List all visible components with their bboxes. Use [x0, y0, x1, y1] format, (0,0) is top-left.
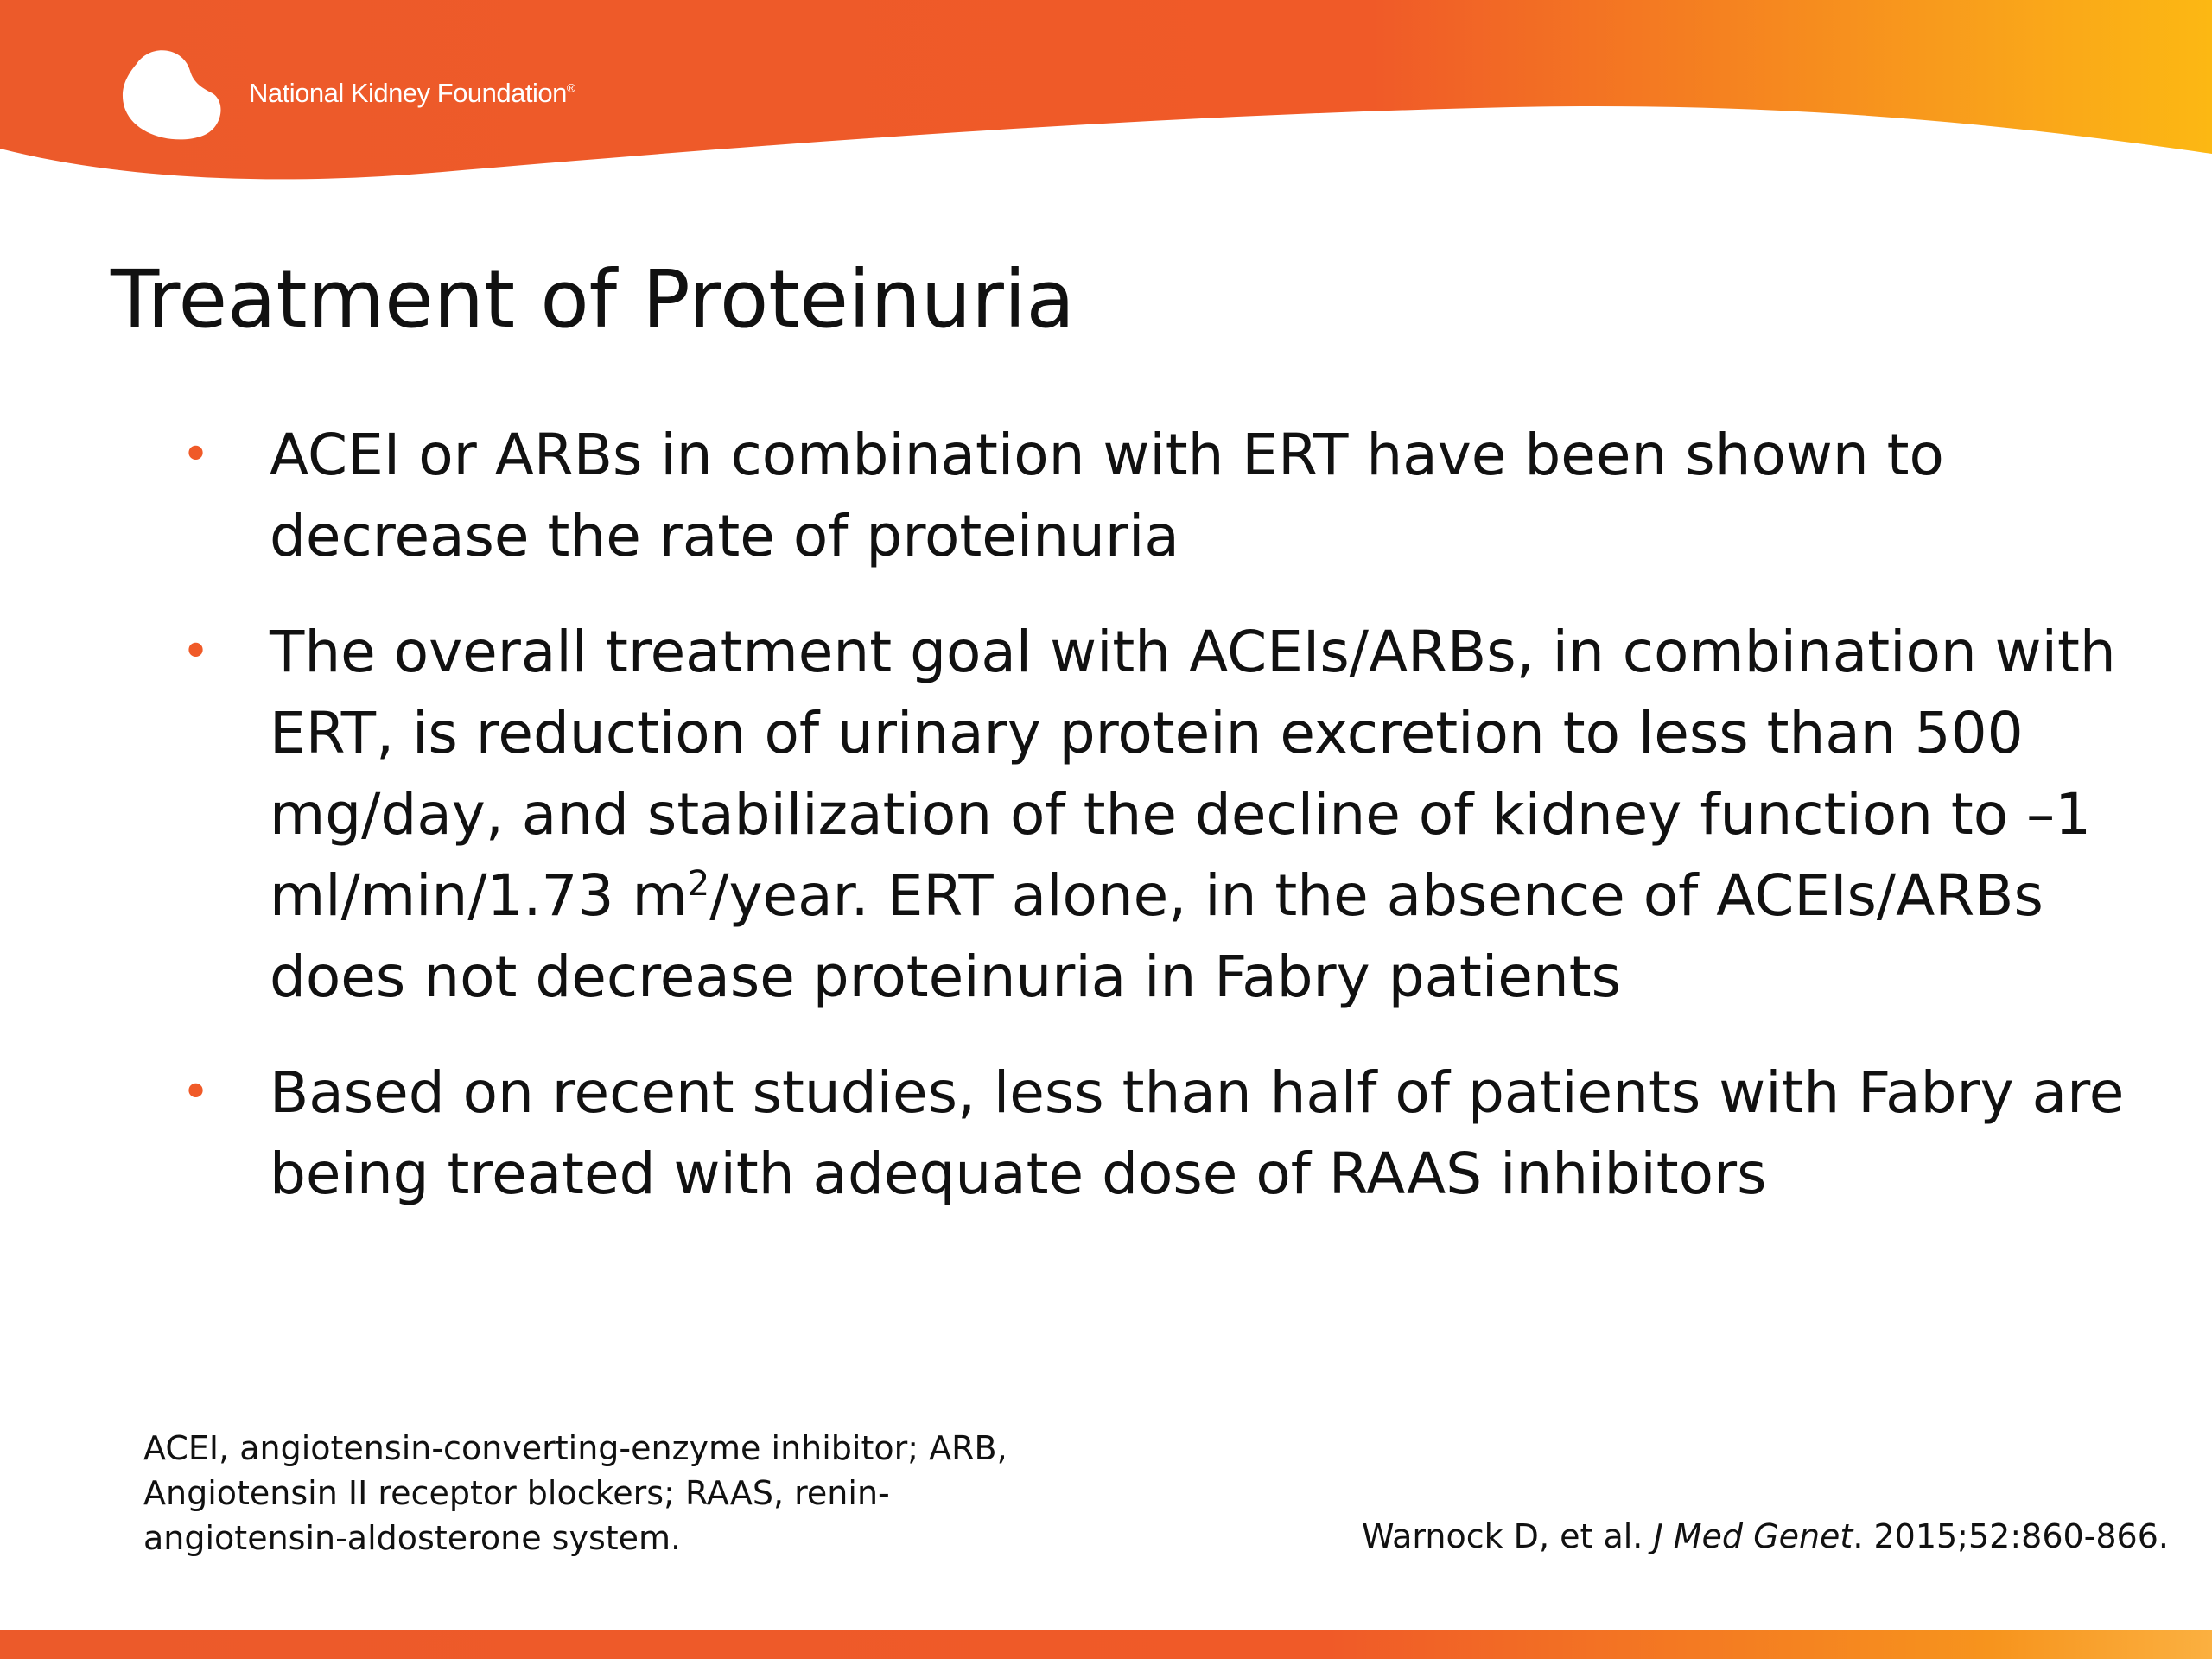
bullet-item — [181, 612, 2169, 1018]
footer-bar — [0, 1630, 2212, 1659]
bullet-list — [181, 415, 2169, 1249]
logo-wordmark: National Kidney Foundation® — [249, 78, 575, 108]
bullet-dot-icon: • — [181, 624, 211, 680]
kidney-shape-icon — [121, 45, 225, 142]
superscript: 2 — [687, 864, 710, 904]
bullet-dot-icon: • — [181, 427, 211, 483]
header-banner — [0, 0, 2212, 199]
bullet-item — [181, 415, 2169, 577]
bullet-item — [181, 1052, 2169, 1215]
logo — [121, 45, 575, 142]
bullet-text: Based on recent studies, less than half of patients with Fabry are being treated with adequate dose of RAAS inhibitors — [270, 1059, 2125, 1207]
bullet-text: The overall treatment goal with ACEIs/ARBs, in combination with ERT, is reduction of urinary protein excretion to less than 500 mg/day, and stabilization of the decline of kidney function to –1 ml/min/1.73 $m^2$/year. ERT alone, in the absence of ACEIs/ARBs does not decrease proteinuria in Fabry patients — [270, 619, 2116, 1010]
slide-title: Treatment of Proteinuria — [111, 253, 1075, 346]
abbreviation-footnote: ACEI, angiotensin-converting-enzyme inhibitor; ARB, Angiotensin II receptor blockers; RAAS, renin-angiotensin-aldosterone system. — [143, 1429, 1007, 1557]
reference-citation: Warnock D, et al. J Med Genet. 2015;52:860-866. — [1361, 1517, 2169, 1555]
journal-name: J Med Genet — [1653, 1517, 1853, 1555]
bullet-text: ACEI or ARBs in combination with ERT have been shown to decrease the rate of proteinuria — [270, 422, 1944, 569]
bullet-dot-icon: • — [181, 1065, 211, 1121]
